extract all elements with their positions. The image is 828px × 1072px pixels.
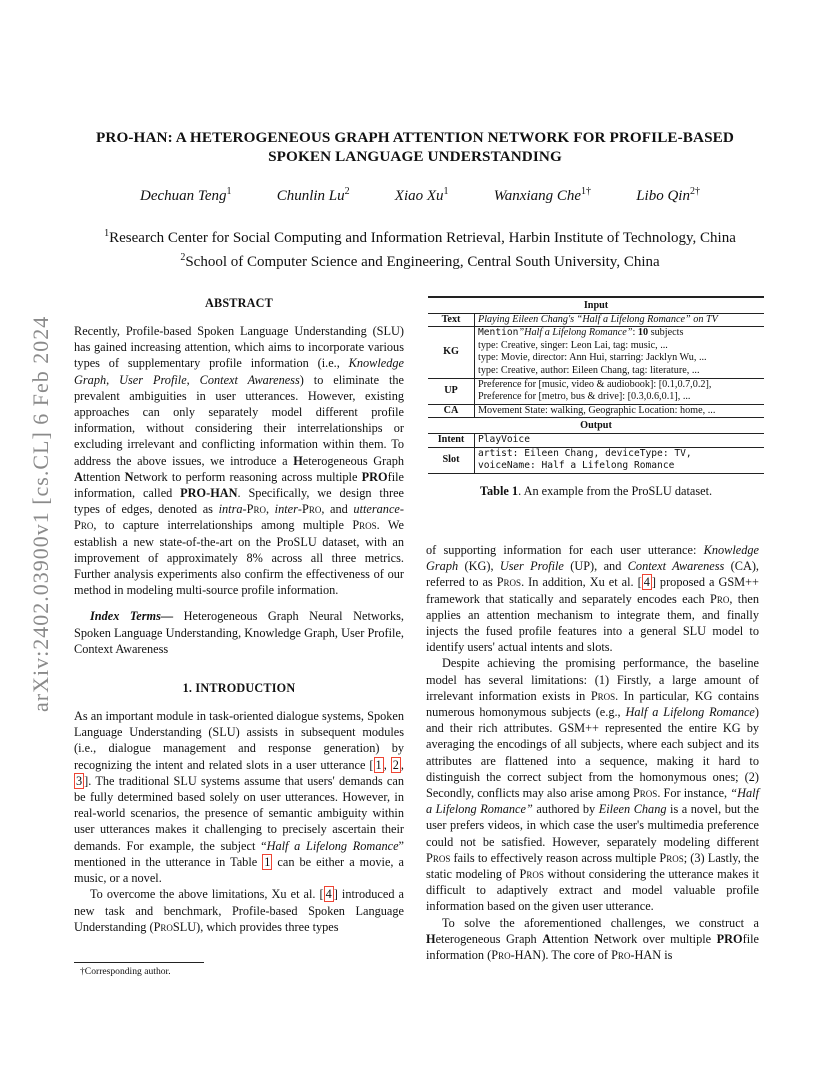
author-list [80, 186, 760, 208]
table-row: KG Mention”Half a Lifelong Romance”: 10 subjects type: Creative, singer: Leon Lai, tag: music, ... type: Movie, director: Ann Hui, starring: Jacklyn Wu, ... type: Creative, author: Eileen Chang, tag: literature, ... [428, 327, 764, 378]
affiliation: $^1$Research Center for Social Computing and Information Retrieval, Harbin Institute of Technology, China [104, 228, 736, 246]
affiliation: $^2$School of Computer Science and Engineering, Central South University, China [180, 252, 660, 270]
citation-link[interactable]: 4 [643, 575, 650, 590]
footnote-rule [74, 962, 204, 963]
intro-heading: 1. INTRODUCTION [182, 681, 296, 696]
table-header-input: Input [428, 297, 764, 313]
author: Chunlin Lu$^2$ [276, 186, 350, 204]
author: Wanxiang Che$^{1\dagger}$ [493, 186, 592, 204]
right-para-1: of supporting information for each user utterance: Knowledge Graph (KG), User Profile (UP), and Context Awareness (CA), referred to as Pros. In addition, Xu et al. [ 4 ] proposed a GSM++ framework that statically and separately encodes each Pro, then applies an attention mechanism to integrate them, and finally injects the fused profile features into a general SLU model to identify users' actual intents and slots. [426, 543, 759, 655]
citation-link[interactable]: 2 [392, 757, 399, 772]
table-row: UP Preference for [music, video & audiobook]: [0.1,0.7,0.2], Preference for [metro, bus & drive]: [0.3,0.6,0.1], ... [428, 378, 764, 404]
table-row: CA Movement State: walking, Geographic Location: home, ... [428, 404, 764, 418]
table-link[interactable]: 1 [264, 854, 271, 869]
right-column [426, 542, 759, 963]
table-row: Text Playing Eileen Chang's “Half a Lifelong Romance” on TV [428, 313, 764, 327]
right-para-2: Despite achieving the promising performance, the baseline model has several limitations: (1) Firstly, a large amount of irrelevant information exists in Pros. In particular, KG contains numerous homonymous subjects (e.g., Half a Lifelong Romance) and their rich attributes. GSM++ represented the entire KG by averaging the encodings of all subjects, where each subject and its attributes are flattened into a sequence, making it hard to distinguish the correct subject from the homonymous ones; (2) Secondly, conflicts may also arise among Pros. For instance, “Half a Lifelong Romance” authored by Eileen Chang is a novel, but the user prefers videos, in which case the user's multimedia preference could not be satisfied. However, separately modeling different Pros fails to effectively reason across multiple Pros; (3) Lastly, the static modeling of Pros without considering the utterance makes it difficult to adaptively extract and model valuable profile information based on the given user utterance. [426, 656, 759, 914]
citation-link[interactable]: 4 [325, 887, 332, 902]
table-caption: Table 1. An example from the ProSLU dataset. [479, 483, 713, 498]
intro-para-1: As an important module in task-oriented dialogue systems, Spoken Language Understanding (SLU) assists in subsequent modules (i.e., dialogue management and response generation) by recognizing the intent and related slots in a user utterance [ 1 , 2 , 3 ]. The traditional SLU systems assume that users' demands can be fully determined based solely on user utterances. However, in real-world scenarios, the presence of semantic ambiguity within user utterances makes it challenging to precisely ascertain their demands. For example, the subject “Half a Lifelong Romance” mentioned in the utterance in Table 1 can be either a movie, a music, or a novel. [74, 709, 404, 886]
index-terms: Index Terms— Heterogeneous Graph Neural Networks, Spoken Language Understanding, Knowledge Graph, User Profile, Context Awareness [74, 609, 404, 656]
footnote: †Corresponding author. [80, 966, 171, 977]
table-row: Slot artist: Eileen Chang, deviceType: TV, voiceName: Half a Lifelong Romance [428, 447, 764, 473]
author: Libo Qin$^{2\dagger}$ [636, 186, 700, 204]
author: Dechuan Teng$^1$ [140, 186, 232, 204]
right-para-3: To solve the aforementioned challenges, we construct a Heterogeneous Graph Attention Network over multiple PROfile information (Pro-HAN). The core of Pro-HAN is [426, 915, 759, 963]
arxiv-stamp [14, 300, 62, 720]
table-header-output: Output [428, 418, 764, 434]
abstract-text: Recently, Profile-based Spoken Language Understanding (SLU) has gained increasing attention, which aims to incorporate various types of supplementary profile information (i.e., Knowledge Graph, User Profile, Context Awareness) to eliminate the prevalent ambiguities in user utterances. However, existing approaches can only separately model different profile information, without considering their interrelationships or excluding irrelevant and conflicting information within them. To address the above issues, we introduce a Heterogeneous Graph Attention Network to perform reasoning across multiple PROfile information, called PRO-HAN. Specifically, we design three types of edges, denoted as intra-Pro, inter-Pro, and utterance-Pro, to capture interrelationships among multiple Pros. We establish a new state-of-the-art on the ProSLU dataset, with an improvement of approximately 8% across all three metrics. Further analysis experiments also confirm the effectiveness of our method in modeling multi-source profile information. [74, 324, 404, 598]
author: Xiao Xu$^1$ [394, 186, 449, 204]
paper-title: PRO-HAN: A HETEROGENEOUS GRAPH ATTENTION NETWORK FOR PROFILE-BASED SPOKEN LANGUAGE UNDERSTANDING [96, 129, 734, 165]
abstract-heading: ABSTRACT [205, 296, 273, 310]
citation-link[interactable]: 1 [375, 757, 382, 772]
left-column [74, 296, 404, 935]
table-row: Intent PlayVoice [428, 433, 764, 447]
example-table [428, 296, 764, 499]
arxiv-stamp-text: arXiv:2402.03900v1 [cs.CL] 6 Feb 2024 [28, 315, 53, 712]
intro-para-2: To overcome the above limitations, Xu et al. [ 4 ] introduced a new task and benchmark, Profile-based Spoken Language Understanding (ProSLU), which provides three types [74, 887, 404, 934]
affiliations [70, 224, 770, 272]
citation-link[interactable]: 3 [76, 773, 83, 788]
